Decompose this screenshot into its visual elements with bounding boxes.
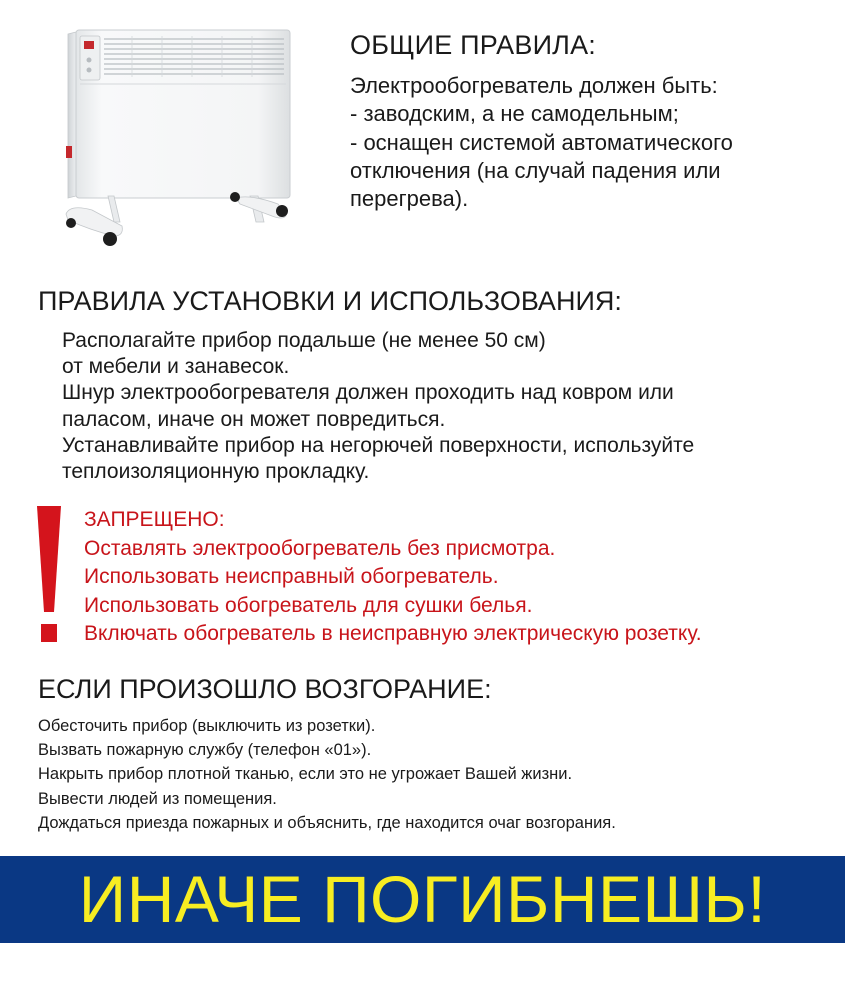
forbidden-line: Оставлять электрообогреватель без присмотра. xyxy=(84,536,556,560)
general-rules-title: ОБЩИЕ ПРАВИЛА: xyxy=(350,30,597,60)
warning-banner xyxy=(0,856,845,943)
fire-instructions-line: Обесточить прибор (выключить из розетки). xyxy=(38,717,376,735)
fire-instructions-line: Дождаться приезда пожарных и объяснить, где находится очаг возгорания. xyxy=(38,813,616,832)
general-rules-line: - оснащен системой автоматического xyxy=(350,129,733,155)
general-rules-line: Электрообогреватель должен быть: xyxy=(350,73,718,98)
install-rules-line: паласом, иначе он может повредиться. xyxy=(62,407,446,431)
fire-instructions-line: Вызвать пожарную службу (телефон «01»). xyxy=(38,741,372,760)
install-rules-line: Устанавливайте прибор на негорючей поверхности, используйте xyxy=(62,433,695,457)
exclamation-mark-icon xyxy=(36,506,62,642)
install-rules-line: Располагайте прибор подальше (не менее 50 см) xyxy=(62,329,546,352)
forbidden-line: Использовать обогреватель для сушки белья. xyxy=(84,593,533,617)
install-rules-title: ПРАВИЛА УСТАНОВКИ И ИСПОЛЬЗОВАНИЯ: xyxy=(38,286,622,316)
general-rules-line: отключения (на случай падения или xyxy=(350,157,721,183)
forbidden-section xyxy=(84,506,702,649)
fire-instructions-text xyxy=(38,714,616,835)
forbidden-line: Использовать неисправный обогреватель. xyxy=(84,565,499,588)
install-rules-line: Шнур электрообогревателя должен проходить над ковром или xyxy=(62,381,674,405)
fire-instructions-line: Накрыть прибор плотной тканью, если это не угрожает Вашей жизни. xyxy=(38,765,573,784)
forbidden-line: Включать обогреватель в неисправную электрическую розетку. xyxy=(84,622,702,645)
fire-instructions-title: ЕСЛИ ПРОИЗОШЛО ВОЗГОРАНИЕ: xyxy=(38,674,492,704)
general-rules-line: - заводским, а не самодельным; xyxy=(350,101,679,127)
forbidden-title: ЗАПРЕЩЕНО: xyxy=(84,508,225,531)
warning-banner-text: ИНАЧЕ ПОГИБНЕШЬ! xyxy=(78,862,767,936)
general-rules-line: перегрева). xyxy=(350,186,469,212)
fire-instructions-line: Вывести людей из помещения. xyxy=(38,789,277,808)
install-rules-text xyxy=(62,328,694,485)
install-rules-line: теплоизоляционную прокладку. xyxy=(62,460,370,484)
install-rules-line: от мебели и занавесок. xyxy=(62,355,290,379)
electric-heater-icon xyxy=(50,20,310,252)
general-rules-text xyxy=(350,72,733,213)
